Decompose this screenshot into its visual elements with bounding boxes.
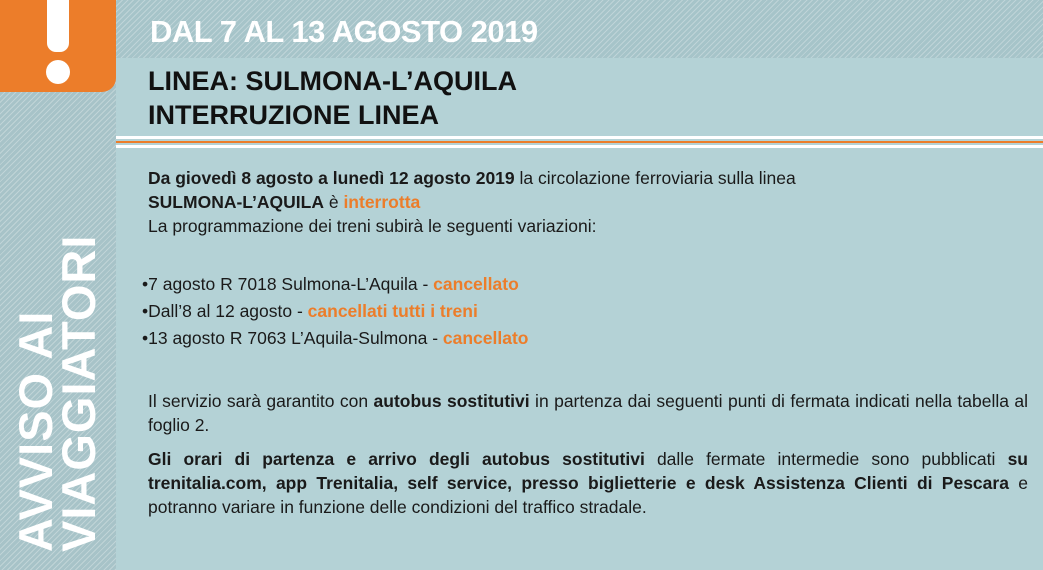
variation-list (142, 271, 1022, 352)
list-item: •13 agosto R 7063 L’Aquila-Sulmona - cancellato (142, 328, 529, 348)
title-line-2: INTERRUZIONE LINEA (148, 100, 440, 130)
vertical-line-1: AVVISO AI (9, 310, 62, 552)
vertical-line-2: VIAGGIATORI (52, 234, 105, 552)
alert-badge (0, 0, 116, 92)
vertical-notice-label (9, 152, 105, 552)
list-item: •Dall’8 al 12 agosto - cancellati tutti i treni (142, 301, 478, 321)
paragraph-bus-service: Il servizio sarà garantito con autobus sostitutivi in partenza dai seguenti punti di fermata indicati nella tabella al foglio 2. (148, 391, 1028, 435)
status-interrotta: interrotta (343, 192, 421, 212)
title-line-1: LINEA: SULMONA-L’AQUILA (148, 66, 517, 96)
divider-orange (116, 141, 1043, 143)
list-item: •7 agosto R 7018 Sulmona-L’Aquila - cancellato (142, 274, 519, 294)
exclamation-icon (38, 0, 78, 92)
page-title (148, 64, 517, 132)
paragraph-interruption: Da giovedì 8 agosto a lunedì 12 agosto 2019 la circolazione ferroviaria sulla linea SULMONA-L’AQUILA è interrotta La programmazione dei treni subirà le seguenti variazioni: (148, 168, 796, 236)
paragraph-timetables: Gli orari di partenza e arrivo degli autobus sostitutivi dalle fermate intermedie sono pubblicati su trenitalia.com, app Trenitalia, self service, presso biglietterie e desk Assistenza Clienti di Pescara e potranno variare in funzione delle condizioni del traffico stradale. (148, 449, 1028, 517)
sidebar (0, 0, 116, 570)
date-band (116, 0, 1043, 58)
divider-white-bottom (116, 145, 1043, 148)
date-range: DAL 7 AL 13 AGOSTO 2019 (150, 14, 538, 49)
notice-body (142, 166, 1028, 519)
divider-white-top (116, 136, 1043, 139)
